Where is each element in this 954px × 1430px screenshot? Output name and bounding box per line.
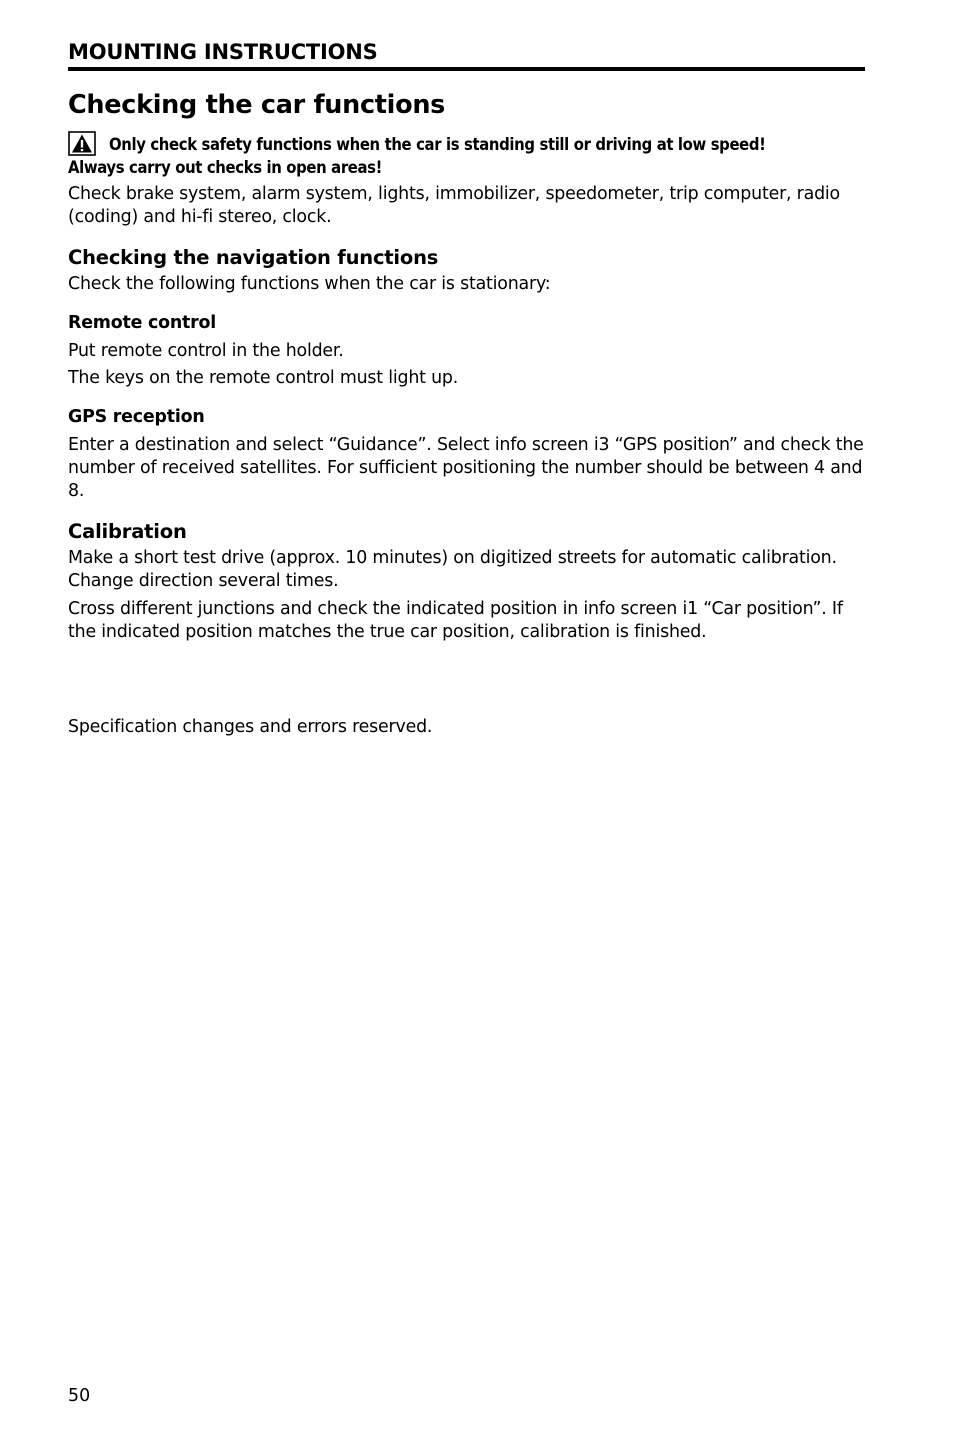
section-header: MOUNTING INSTRUCTIONS [68, 38, 865, 71]
navigation-intro: Check the following functions when the car is stationary: [68, 274, 551, 294]
page-content [68, 38, 865, 739]
remote-control-heading: Remote control [68, 313, 217, 333]
warning-triangle-icon [68, 131, 96, 156]
warning-text-line2: Always carry out checks in open areas! [68, 158, 383, 177]
warning-block [68, 130, 865, 179]
warning-text-line1: Only check safety functions when the car is standing still or driving at low speed! [109, 135, 766, 154]
footer-note: Specification changes and errors reserved. [68, 717, 433, 737]
remote-control-line2: The keys on the remote control must light up. [68, 368, 459, 388]
gps-reception-paragraph: Enter a destination and select “Guidance”. Select info screen i3 “GPS position” and check the number of received satellites. For sufficient positioning the number should be between 4 and 8. [68, 435, 864, 501]
calibration-heading: Calibration [68, 520, 187, 543]
remote-control-line1: Put remote control in the holder. [68, 341, 344, 361]
calibration-paragraph-1: Make a short test drive (approx. 10 minutes) on digitized streets for automatic calibration. Change direction several times. [68, 548, 837, 591]
car-check-paragraph: Check brake system, alarm system, lights, immobilizer, speedometer, trip computer, radio (coding) and hi-fi stereo, clock. [68, 184, 840, 227]
gps-reception-heading: GPS reception [68, 407, 205, 427]
page-number: 50 [68, 1386, 91, 1406]
calibration-paragraph-2: Cross different junctions and check the indicated position in info screen i1 “Car position”. If the indicated position matches the true car position, calibration is finished. [68, 599, 843, 642]
navigation-heading: Checking the navigation functions [68, 246, 439, 269]
page-title: Checking the car functions [68, 90, 446, 120]
